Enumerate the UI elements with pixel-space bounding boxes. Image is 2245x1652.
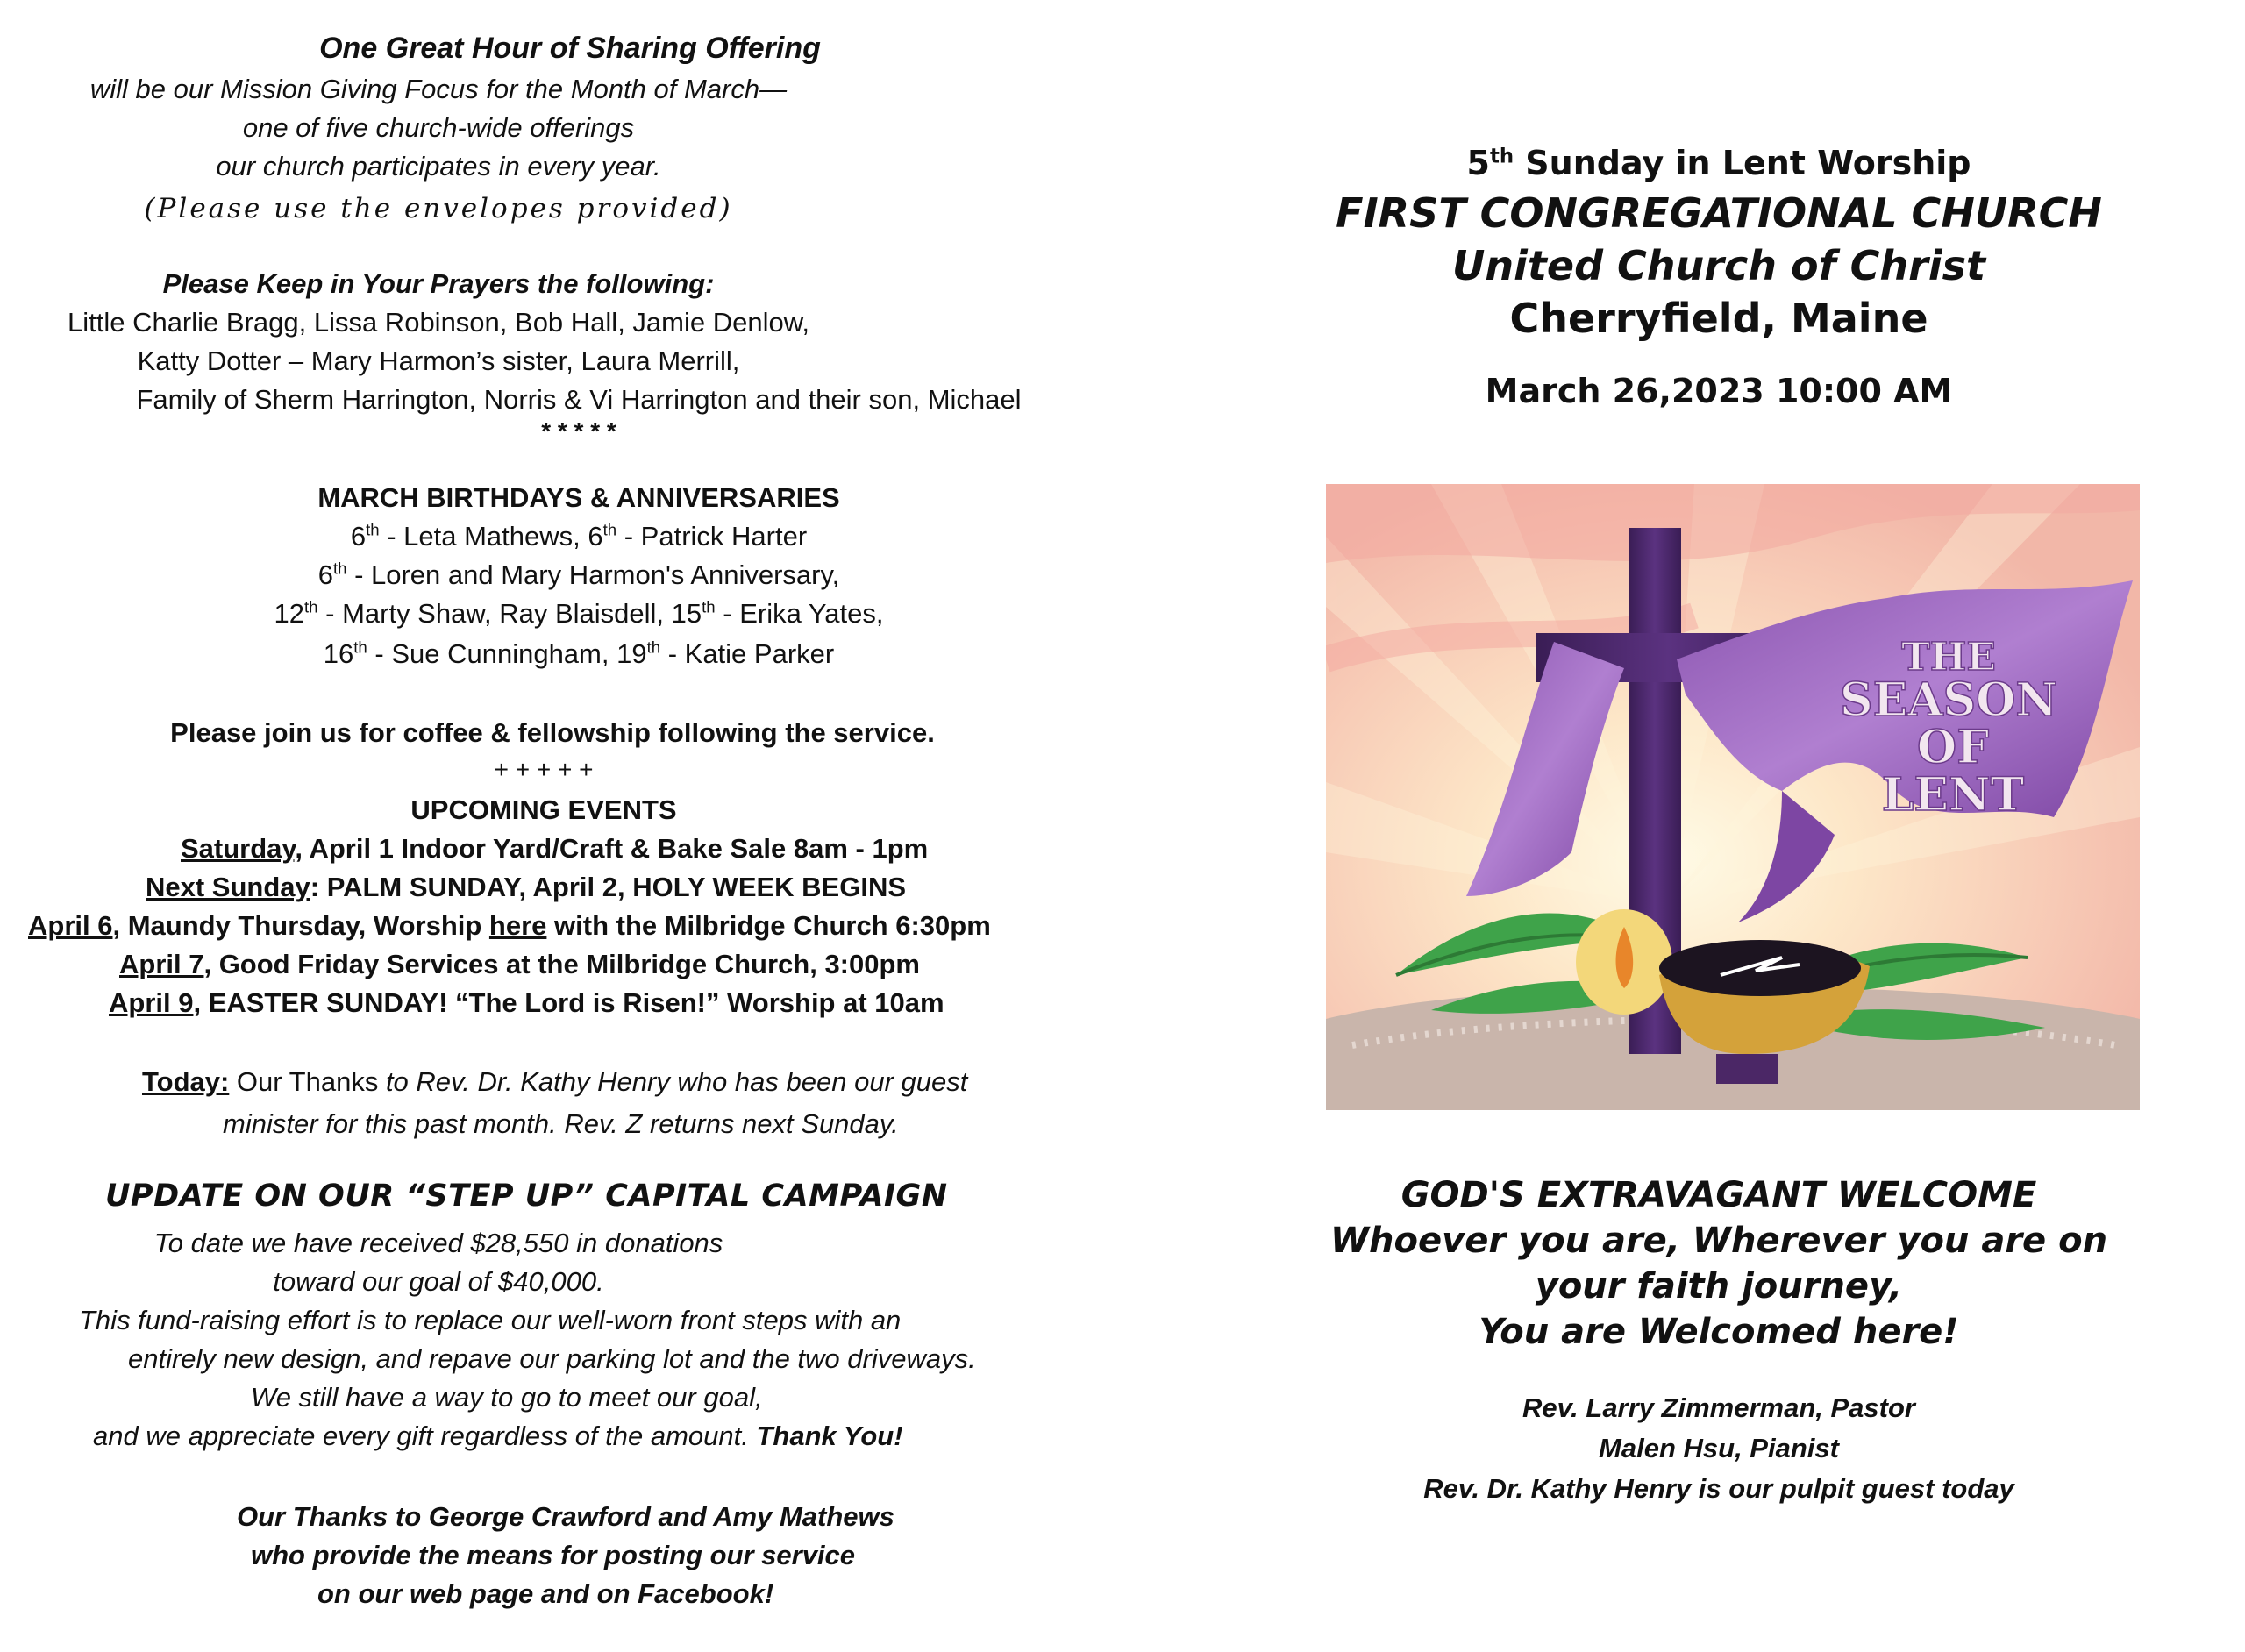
guest-line: Rev. Dr. Kathy Henry is our pulpit guest today (1423, 1473, 2014, 1504)
campaign-line-2: toward our goal of $40,000. (273, 1266, 604, 1297)
thanks-line-3: on our web page and on Facebook! (317, 1578, 774, 1609)
offering-note: (Please use the envelopes provided) (144, 193, 733, 224)
pianist-line: Malen Hsu, Pianist (1599, 1433, 1839, 1463)
offering-line-3: our church participates in every year. (216, 151, 661, 182)
coffee-notice: Please join us for coffee & fellowship following the service. (170, 717, 935, 748)
prayers-line-2: Katty Dotter – Mary Harmon’s sister, Laura Merrill, (137, 345, 740, 376)
event-saturday: Saturday, April 1 Indoor Yard/Craft & Bake Sale 8am - 1pm (181, 833, 929, 864)
events-heading: UPCOMING EVENTS (410, 794, 677, 825)
lent-text-3: OF (1916, 721, 1990, 774)
birthdays-line-2: 6th - Loren and Mary Harmon's Anniversary, (317, 559, 840, 590)
prayers-line-3: Family of Sherm Harrington, Norris & Vi Harrington and their son, Michael (136, 384, 1022, 415)
offering-line-2: one of five church-wide offerings (242, 112, 635, 143)
church-location: Cherryfield, Maine (1509, 295, 1928, 342)
welcome-line-2: your faith journey, (1535, 1266, 1903, 1307)
prayers-line-1: Little Charlie Bragg, Lissa Robinson, Bob Hall, Jamie Denlow, (67, 307, 810, 338)
campaign-heading: UPDATE ON OUR “STEP UP” CAPITAL CAMPAIGN (105, 1178, 948, 1214)
lent-text-2: SEASON (1840, 673, 2057, 727)
offering-line-1: will be our Mission Giving Focus for the Month of March— (89, 74, 788, 104)
event-april-7: April 7, Good Friday Services at the Milbridge Church, 3:00pm (119, 949, 920, 979)
prayers-divider: * * * * * (541, 417, 616, 445)
birthdays-heading: MARCH BIRTHDAYS & ANNIVERSARIES (317, 482, 840, 513)
birthdays-line-1: 6th - Leta Mathews, 6th - Patrick Harter (350, 520, 808, 552)
campaign-line-5: We still have a way to go to meet our goal, (251, 1382, 763, 1413)
event-april-6: April 6, Maundy Thursday, Worship here with the Milbridge Church 6:30pm (28, 910, 991, 941)
campaign-line-3: This fund-raising effort is to replace our well-worn front steps with an (79, 1305, 902, 1335)
welcome-title: GOD'S EXTRAVAGANT WELCOME (1400, 1175, 2037, 1215)
thanks-line-2: who provide the means for posting our service (251, 1540, 856, 1570)
campaign-line-1: To date we have received $28,550 in donations (153, 1228, 723, 1258)
season-of-lent-image (1326, 484, 2140, 1110)
event-next-sunday: Next Sunday: PALM SUNDAY, April 2, HOLY WEEK BEGINS (146, 872, 907, 902)
lent-text-1: THE (1901, 635, 1996, 680)
welcome-line-1: Whoever you are, Wherever you are on (1329, 1221, 2108, 1261)
thanks-line-1: Our Thanks to George Crawford and Amy Mathews (237, 1501, 894, 1532)
prayers-heading: Please Keep in Your Prayers the following: (162, 268, 715, 299)
today-line-2: minister for this past month. Rev. Z returns next Sunday. (223, 1108, 899, 1139)
offering-title: One Great Hour of Sharing Offering (319, 32, 821, 65)
campaign-line-6: and we appreciate every gift regardless of the amount. Thank You! (93, 1421, 903, 1451)
service-datetime: March 26,2023 10:00 AM (1485, 372, 1953, 410)
church-name: FIRST CONGREGATIONAL CHURCH (1336, 189, 2102, 237)
pastor-line: Rev. Larry Zimmerman, Pastor (1522, 1392, 1915, 1423)
event-april-9: April 9, EASTER SUNDAY! “The Lord is Risen!” Worship at 10am (109, 987, 944, 1018)
denomination: United Church of Christ (1452, 242, 1985, 289)
today-line-1: Today: Our Thanks to Rev. Dr. Kathy Henry who has been our guest (142, 1066, 968, 1097)
campaign-line-4: entirely new design, and repave our parking lot and the two driveways. (128, 1343, 976, 1374)
welcome-line-3: You are Welcomed here! (1479, 1312, 1959, 1352)
worship-title: 5th Sunday in Lent Worship (1466, 144, 1971, 182)
birthdays-line-3: 12th - Marty Shaw, Ray Blaisdell, 15th - Erika Yates, (274, 597, 884, 629)
birthdays-line-4: 16th - Sue Cunningham, 19th - Katie Parker (323, 637, 835, 669)
lent-text-4: LENT (1881, 768, 2025, 822)
events-divider: + + + + + (494, 756, 594, 783)
